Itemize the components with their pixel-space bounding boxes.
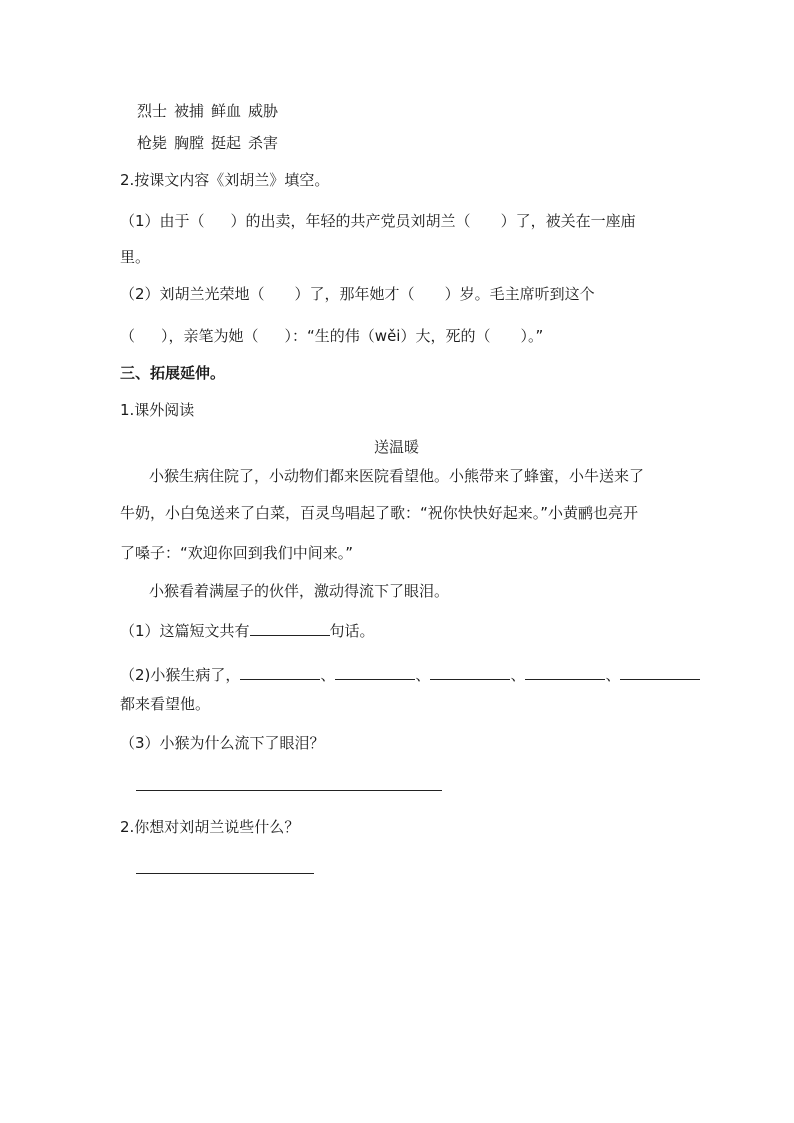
fill-blank-line (120, 284, 595, 304)
word: 威胁 (248, 102, 279, 120)
text: 句话。 (329, 622, 375, 640)
separator: 、 (320, 666, 336, 684)
answer-line[interactable] (136, 873, 314, 874)
text: ）了，被关在一座庙 (500, 212, 636, 230)
text: （1）由于（ (120, 212, 205, 230)
word-row-2 (137, 133, 285, 153)
text: ），亲笔为她（ (161, 327, 259, 345)
answer-blank[interactable] (620, 663, 700, 680)
answer-blank[interactable] (240, 663, 320, 680)
separator: 、 (510, 666, 526, 684)
text: ）岁。毛主席听到这个 (444, 285, 595, 303)
reading-question-2 (120, 663, 700, 685)
story-paragraph-line: 小猴生病住院了，小动物们都来医院看望他。小熊带来了蜂蜜，小牛送来了 (149, 467, 645, 485)
text: ）了，那年她才（ (294, 285, 415, 303)
fill-blank-line (120, 211, 636, 231)
answer-line[interactable] (136, 790, 442, 791)
text: ）：“生的伟（wěi）大，死的（ (284, 327, 491, 345)
question-2-title: 2.按课文内容《刘胡兰》填空。 (120, 171, 330, 189)
separator: 、 (605, 666, 621, 684)
word-row-1 (137, 101, 285, 121)
word: 挺起 (211, 134, 242, 152)
word: 被捕 (174, 102, 205, 120)
word: 胸膛 (174, 134, 205, 152)
text: （2）刘胡兰光荣地（ (120, 285, 265, 303)
story-paragraph-line: 牛奶，小白兔送来了白菜，百灵鸟唱起了歌：“祝你快快好起来。”小黄鹂也亮开 (120, 504, 639, 522)
answer-blank[interactable] (250, 619, 330, 636)
fill-blank-line (120, 326, 543, 346)
reading-question-2-cont: 都来看望他。 (120, 695, 211, 713)
word: 枪毙 (137, 134, 168, 152)
text: （ (120, 327, 136, 345)
word: 杀害 (248, 134, 279, 152)
answer-blank[interactable] (525, 663, 605, 680)
answer-blank[interactable] (335, 663, 415, 680)
text: （2)小猴生病了， (120, 666, 241, 684)
fill-blank-line: 里。 (120, 248, 151, 266)
answer-blank[interactable] (430, 663, 510, 680)
word: 烈士 (137, 102, 168, 120)
story-paragraph-line: 小猴看着满屋子的伙伴，激动得流下了眼泪。 (149, 582, 450, 600)
section-3-title: 三、拓展延伸。 (120, 364, 226, 382)
story-paragraph-line: 了嗓子：“欢迎你回到我们中间来。” (120, 544, 354, 562)
reading-question-3: （3）小猴为什么流下了眼泪？ (120, 734, 325, 752)
story-title: 送温暖 (374, 438, 420, 456)
text: （1）这篇短文共有 (120, 622, 250, 640)
text: ）。” (520, 327, 544, 345)
word: 鲜血 (211, 102, 242, 120)
reading-question-1 (120, 619, 375, 641)
reading-label: 1.课外阅读 (120, 401, 195, 419)
question-last: 2.你想对刘胡兰说些什么？ (120, 818, 300, 836)
text: ）的出卖，年轻的共产党员刘胡兰（ (230, 212, 471, 230)
separator: 、 (415, 666, 431, 684)
